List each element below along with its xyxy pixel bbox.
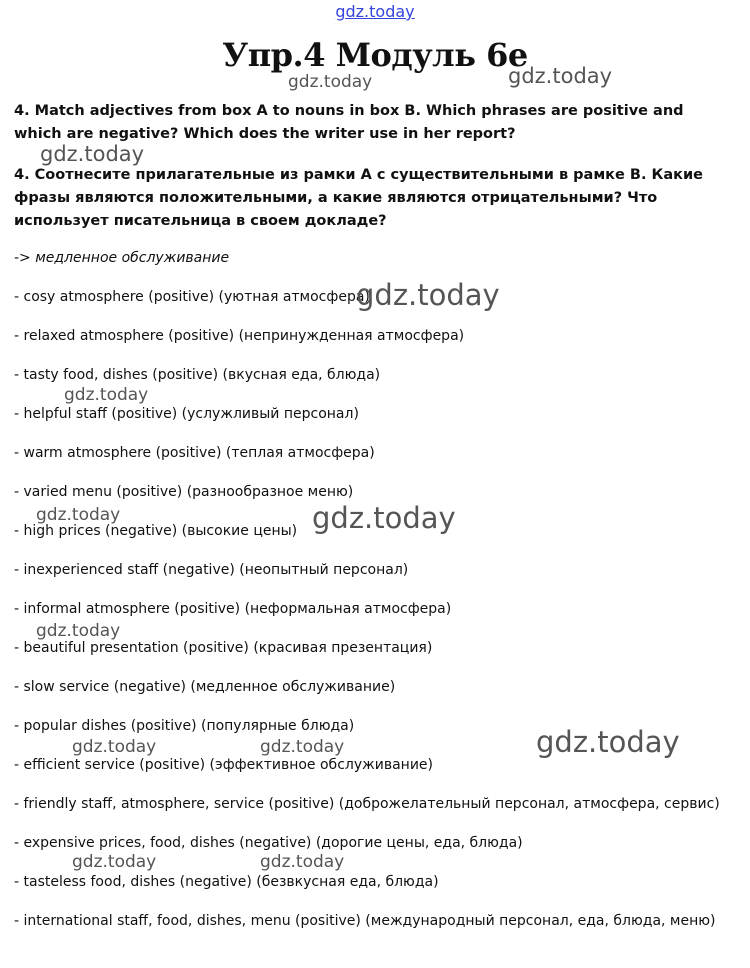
watermark: gdz.today [288,72,373,92]
watermark: gdz.today [356,278,500,312]
answer-item: - inexperienced staff (negative) (неопытный персонал) [14,562,409,578]
watermark: gdz.today [40,142,145,166]
answer-item: - cosy atmosphere (positive) (уютная атмосфера) [14,289,370,305]
watermark: gdz.today [536,725,680,759]
watermark: gdz.today [72,737,157,757]
answer-item: - high prices (negative) (высокие цены) [14,523,298,539]
answer-item: - relaxed atmosphere (positive) (непринужденная атмосфера) [14,328,465,344]
answer-item: - tasty food, dishes (positive) (вкусная еда, блюда) [14,367,381,383]
watermark: gdz.today [260,737,345,757]
watermark: gdz.today [64,385,149,405]
watermark: gdz.today [72,852,157,872]
answer-item: - informal atmosphere (positive) (неформальная атмосфера) [14,601,452,617]
example-line: -> медленное обслуживание [14,250,230,266]
instruction-russian: 4. Соотнесите прилагательные из рамки А с существительными в рамке В. Какие фразы являются положительными, а какие являются отрицательными? Что использует писательница в своем докладе? [14,167,703,229]
answer-item: - varied menu (positive) (разнообразное меню) [14,484,354,500]
site-link[interactable]: gdz.today [335,2,415,21]
answer-item: - popular dishes (positive) (популярные блюда) [14,718,355,734]
answer-item: - helpful staff (positive) (услужливый персонал) [14,406,359,422]
answer-item: - expensive prices, food, dishes (negative) (дорогие цены, еда, блюда) [14,835,523,851]
watermark: gdz.today [36,621,121,641]
watermark: gdz.today [36,505,121,525]
answer-item: - tasteless food, dishes (negative) (безвкусная еда, блюда) [14,874,439,890]
answer-item: - warm atmosphere (positive) (теплая атмосфера) [14,445,375,461]
answer-item: - slow service (negative) (медленное обслуживание) [14,679,396,695]
answer-item: - international staff, food, dishes, menu (positive) (международный персонал, еда, блюда, меню) [14,913,716,929]
watermark: gdz.today [260,852,345,872]
watermark: gdz.today [508,64,613,88]
answer-item: - efficient service (positive) (эффективное обслуживание) [14,757,433,773]
page-title: Упр.4 Модуль 6е [222,36,528,74]
watermark: gdz.today [312,501,456,535]
answer-item: - friendly staff, atmosphere, service (positive) (доброжелательный персонал, атмосфера, сервис) [14,796,720,812]
answer-item: - beautiful presentation (positive) (красивая презентация) [14,640,433,656]
instruction-english: 4. Match adjectives from box A to nouns in box B. Which phrases are positive and which are negative? Which does the writer use in her report? [14,103,684,142]
